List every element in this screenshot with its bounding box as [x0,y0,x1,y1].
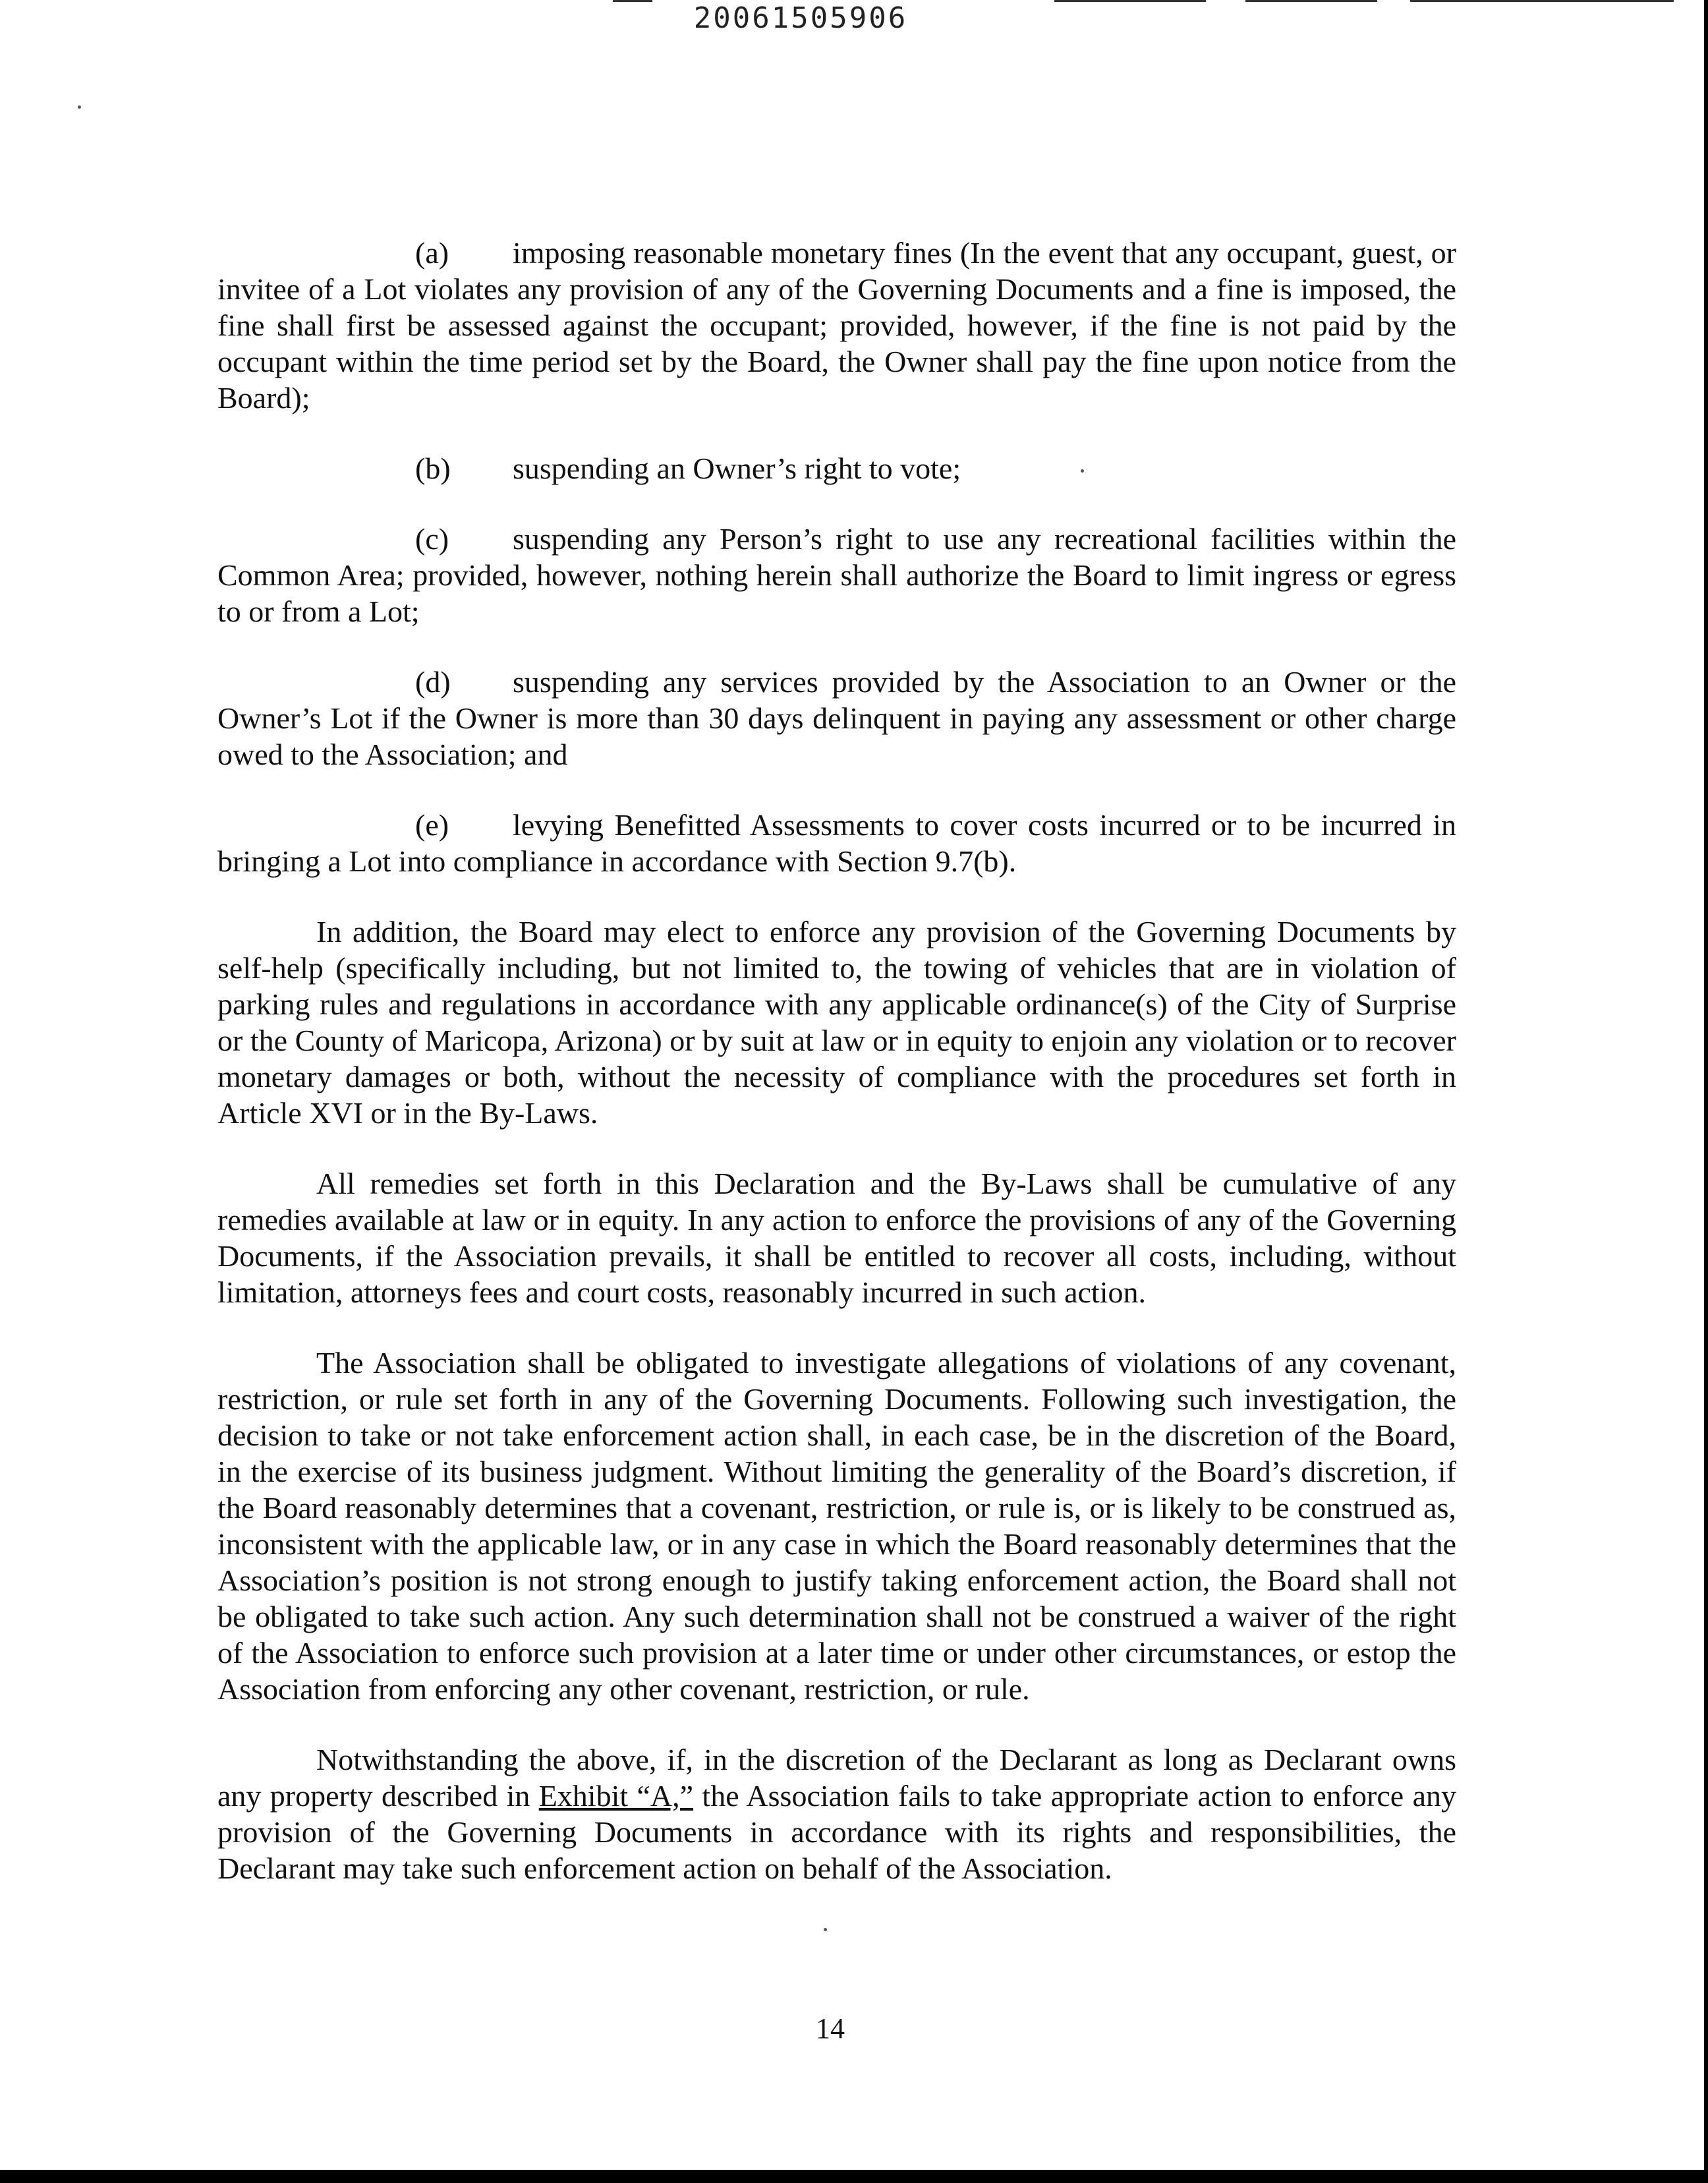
list-item-text: suspending an Owner’s right to vote; [513,451,961,485]
list-item-e [217,807,1456,879]
paragraph-investigation: The Association shall be obligated to investigate allegations of violations of any covenant, restriction, or rule set forth in any of the Governing Documents. Following such investigation, the decision to take or not take enforcement action shall, in each case, be in the discretion of the Board, in the exercise of its business judgment. Without limiting the generality of the Board’s discretion, if the Board reasonably determines that a covenant, restriction, or rule is, or is likely to be construed as, inconsistent with the applicable law, or in any case in which the Board reasonably determines that the Association’s position is not strong enough to justify taking enforcement action, the Board shall not be obligated to take such action. Any such determination shall not be construed a waiver of the right of the Association to enforce such provision at a later time or under other circumstances, or estop the Association from enforcing any other covenant, restriction, or rule. [217,1346,1456,1706]
list-item-label: (c) [415,522,449,556]
list-item-text: levying Benefitted Assessments to cover costs incurred or to be incurred in bringing a Lot into compliance in accordance with Section 9.7(b). [217,808,1456,878]
scan-speck [1081,469,1084,473]
scan-speck [78,105,81,109]
paragraph-remedies: All remedies set forth in this Declaration and the By-Laws shall be cumulative of any remedies available at law or in equity. In any action to enforce the provisions of any of the Governing Documents, if the Association prevails, it shall be entitled to recover all costs, including, without limitation, attorneys fees and court costs, reasonably incurred in such action. [217,1167,1456,1309]
declarant-text-start: Notwithstanding the above, if, in the discretion of the Declarant as long as Declarant owns any property described in [217,1743,1456,1813]
document-body [217,235,1456,1921]
list-item-label: (a) [415,236,449,270]
scan-speck [824,1928,827,1931]
list-item-label: (e) [415,808,449,842]
recording-number: 20061505906 [693,1,908,35]
list-item-label: (b) [415,451,451,485]
declarant-text-end: the Association fails to take appropriate action to enforce any provision of the Governing Documents in accordance with its rights and responsibilities, the Declarant may take such enforcement action on behalf of the Association. [217,1779,1456,1885]
list-item-text: imposing reasonable monetary fines (In the event that any occupant, guest, or invitee of a Lot violates any provision of any of the Governing Documents and a fine is imposed, the fine shall first be assessed against the occupant; provided, however, if the fine is not paid by the occupant within the time period set by the Board, the Owner shall pay the fine upon notice from the Board); [217,236,1456,415]
list-item-c [217,521,1456,629]
page-number: 14 [816,2012,845,2045]
scan-edge-bottom [0,2170,1708,2183]
list-item-text: suspending any services provided by the Association to an Owner or the Owner’s Lot if the Owner is more than 30 days delinquent in paying any assessment or other charge owed to the Association; and [217,665,1456,771]
list-item-d [217,664,1456,772]
scan-edge-right [1704,0,1708,2183]
list-item-b [217,450,1456,486]
paragraph-declarant [217,1741,1456,1886]
list-item-text: suspending any Person’s right to use any recreational facilities within the Common Area; provided, however, nothing herein shall authorize the Board to limit ingress or egress to or from a Lot; [217,522,1456,628]
list-item-label: (d) [415,665,451,699]
exhibit-reference: Exhibit “A,” [538,1779,694,1813]
list-item-a [217,235,1456,416]
paragraph-self-help: In addition, the Board may elect to enforce any provision of the Governing Documents by self-help (specifically including, but not limited to, the towing of vehicles that are in violation of parking rules and regulations in accordance with any applicable ordinance(s) of the City of Surprise or the County of Maricopa, Arizona) or by suit at law or in equity to enjoin any violation or to recover monetary damages or both, without the necessity of compliance with the procedures set forth in Article XVI or in the By-Laws. [217,915,1456,1130]
